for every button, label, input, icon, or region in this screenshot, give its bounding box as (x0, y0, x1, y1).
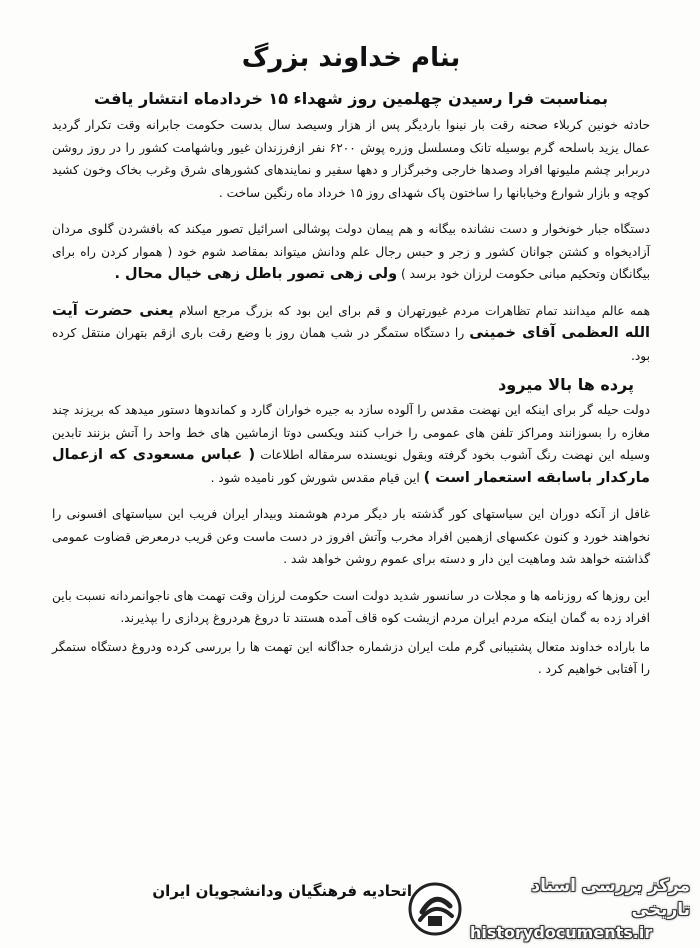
paragraph-3-text: همه عالم میدانند تمام تظاهرات مردم غیورتهران و قم برای این بود که بزرگ مرجع اسلام (179, 303, 651, 318)
paragraph-7 (52, 636, 650, 681)
watermark-text (470, 874, 690, 944)
archive-seal-icon (408, 882, 462, 936)
document-body (52, 38, 650, 687)
paragraph-3-emphasis: یعنی حضرت آیت الله العظمی آقای خمینی (52, 302, 650, 341)
paragraph-5-text: غافل از آنکه دوران این سیاستهای کور گذشته بار دیگر مردم هوشمند وبیدار ایران فریب این سیاستهای افسونی را نخواهند خورد و کنون عکسهای ازهمین افراد مخرب وآتش افروز در دست ماست وعن قریب درمعرض قضاوت عمومی گذاشته خواهد شد وماهیت این دار و دسته برای عموم روشن خواهد شد . (52, 507, 650, 566)
document-subtitle: بمناسبت فرا رسیدن چهلمین روز شهداء ۱۵ خردادماه انتشار یافت (94, 89, 608, 108)
paragraph-5 (52, 503, 650, 571)
paragraph-2-text: دستگاه جبار خونخوار و دست نشانده بیگانه و هم پیمان دولت پوشالی اسرائیل تصور میکند که بافشردن گلوی مردان آزادیخواه و کشتن جوانان کشور و زجر و حبس رجال علم ودانش میتواند بمقاصد شوم خود ( هموار کردن راه برای بیگانگان وتحکیم مبانی حکومت لرزان خود برسد ) (52, 222, 650, 281)
watermark-name: مرکز بررسی اسناد تاریخی (531, 876, 690, 920)
paragraph-7-text: ما باراده خداوند متعال پشتیبانی گرم ملت ایران دزشماره جداگانه این تهمت ها را بررسی کرده ودروغ دستگاه ستمگر را آفتابی خواهیم کرد . (52, 639, 650, 676)
paragraph-1-text: حادثه خونین کربلاء صحنه رقت بار نینوا باردیگر پس از هزار وسیصد سال بدست حکومت جابرانه وقت تکرار گردید عمال یزید باسلحه گرم بوسیله تانک ومسلسل وزره پوش ۶۲۰۰ نفر ازفرزندان غیور وباشهامت کشور را در روز روشن دربرابر چشم ملیونها افراد وصدها خارجی وخبرگزار و دهها سفیر و نمایندهای کشورهای شرق وغرب بخاک وخون کشید کوچه و بازار شوارع وخیابانها را ساختون پاک شهدای روز ۱۵ خرداد ماه رنگین ساخت . (52, 118, 650, 200)
paragraph-6 (52, 585, 650, 630)
watermark-url: historydocuments.ir (470, 923, 653, 942)
document-signature: اتحادیه فرهنگیان ودانشجویان ایران (152, 882, 412, 900)
paragraph-6-text: این روزها که روزنامه ها و مجلات در سانسور شدید دولت است حکومت لرزان وقت تهمت های ناجوانمردانه نسبت باین افراد زده به گمان اینکه مردم ایران مردم ازیشت کوه قاف آمده هستند تا دروغ هردروغ پردازی را بپذیرند. (52, 588, 650, 625)
paragraph-2 (52, 218, 650, 286)
paragraph-4-emphasis: ( عباس مسعودی که ازعمال مارکدار باسابقه استعمار است ) (52, 447, 650, 486)
paragraph-4-text: دولت حیله گر برای اینکه این نهضت مقدس را آلوده سازد به جیره خواران گارد و کماندوها دستور میدهد که بریزند چند مغازه را بسوزانند ومراکز تلفن های عمومی را خراب کنند ویکسی دوتا ازماشین های خط واحد را آتش بزنند تابدین وسیله این نهضت رنگ آشوب بخود گرفته وبقول نویسنده سرمقاله اطلاعات (52, 403, 651, 462)
section-subheading: پرده ها بالا میرود (498, 375, 634, 394)
paragraph-4-text2: این قیام مقدس شورش کور نامیده شود . (210, 470, 420, 485)
document-title: بنام خداوند بزرگ (241, 43, 461, 73)
paragraph-1 (52, 114, 650, 204)
paragraph-2-emphasis: ولی زهی تصور باطل زهی خیال محال . (114, 266, 398, 282)
paragraph-3-text2: را دستگاه ستمگر در شب همان روز با وضع رقت باری ازقم بتهران منتقل کرده بود. (52, 326, 650, 363)
paragraph-3 (52, 300, 650, 368)
paragraph-4 (52, 399, 650, 489)
watermark (408, 878, 690, 940)
